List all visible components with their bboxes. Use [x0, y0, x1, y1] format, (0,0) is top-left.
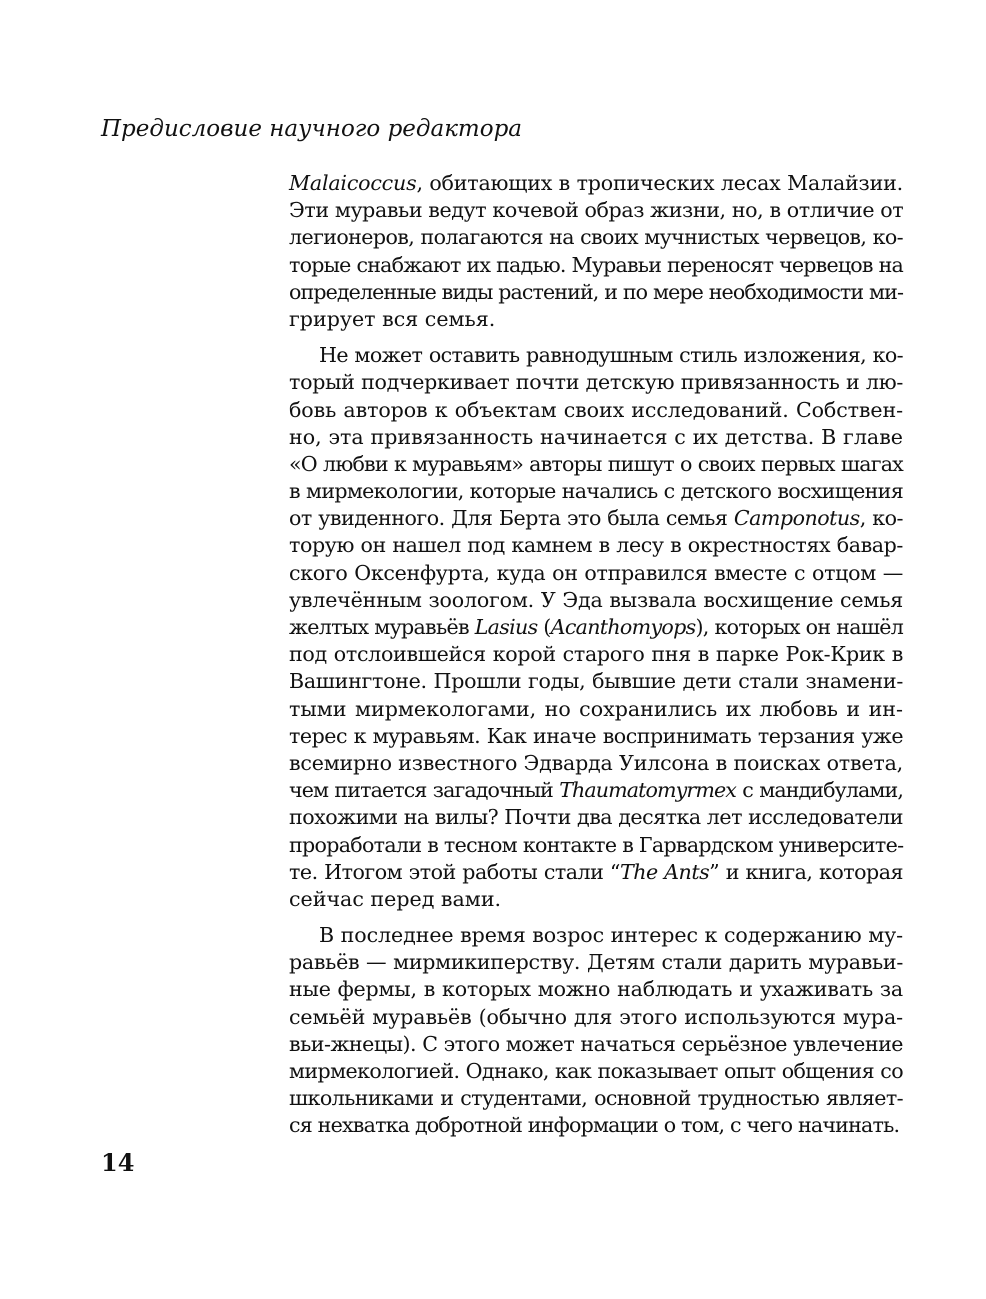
text-line: под отслоившейся корой старого пня в парке Рок-Крик в [289, 642, 903, 667]
text-line: терес к муравьям. Как иначе воспринимать терзания уже [289, 723, 903, 748]
italic-term: Acanthomyops [550, 615, 696, 639]
text-line: торый подчеркивает почти детскую привязанность и лю- [289, 370, 903, 395]
italic-term: Lasius [474, 615, 538, 639]
running-head: Предисловие научного редактора [101, 116, 523, 142]
text-line: в мирмекологии, которые начались с детского восхищения [289, 479, 903, 504]
text-line: Вашингтоне. Прошли годы, бывшие дети стали знамени- [289, 669, 903, 694]
paragraph [289, 342, 903, 913]
text-line: чем питается загадочный Thaumatomyrmex с мандибулами, [289, 778, 903, 803]
text-line: мирмекологией. Однако, как показывает опыт общения со [289, 1059, 903, 1083]
italic-term: The Ants [619, 859, 710, 884]
text-line: те. Итогом этой работы стали “The Ants” и книга, которая [289, 859, 904, 884]
text-line: Malaicoccus, обитающих в тропических лесах Малайзии. [289, 171, 903, 195]
text-line: вьи-жнецы). С этого может начаться серьёзное увлечение [289, 1031, 903, 1056]
text-line: легионеров, полагаются на своих мучнистых червецов, ко- [289, 225, 903, 250]
body-text [289, 170, 903, 1140]
text-line: от увиденного. Для Берта это была семья Camponotus, ко- [289, 506, 903, 531]
text-line: ского Оксенфурта, куда он отправился вместе с отцом — [289, 560, 903, 585]
text-line: ные фермы, в которых можно наблюдать и ухаживать за [289, 977, 903, 1002]
text-line: тыми мирмекологами, но сохранились их любовь и ин- [289, 696, 903, 721]
text-line: но, эта привязанность начинается с их детства. В главе [289, 424, 903, 449]
italic-term: Malaicoccus [289, 171, 417, 195]
text-line: школьниками и студентами, основной трудностью являет- [289, 1086, 903, 1111]
paragraph [289, 922, 903, 1140]
text-line: грирует вся семья. [289, 306, 496, 331]
text-line: сейчас перед вами. [289, 886, 502, 911]
text-line: ся нехватка добротной информации о том, с чего начинать. [289, 1113, 900, 1138]
paragraph [289, 170, 903, 333]
text-line: торую он нашел под камнем в лесу в окрестностях бавар- [289, 533, 903, 558]
page-number: 14 [101, 1148, 135, 1177]
text-line: бовь авторов к объектам своих исследований. Собствен- [289, 397, 903, 422]
text-line: семьёй муравьёв (обычно для этого используются мура- [289, 1004, 903, 1029]
italic-term: Camponotus [733, 506, 860, 531]
text-line: Эти муравьи ведут кочевой образ жизни, но, в отличие от [289, 198, 904, 223]
text-line: равьёв — мирмикиперству. Детям стали дарить муравьи- [289, 950, 903, 975]
text-line: желтых муравьёв Lasius (Acanthomyops), которых он нашёл [289, 615, 904, 639]
text-line: всемирно известного Эдварда Уилсона в поисках ответа, [289, 750, 903, 775]
text-line: определенные виды растений, и по мере необходимости ми- [289, 279, 903, 304]
text-line: похожими на вилы? Почти два десятка лет исследователи [289, 805, 903, 830]
text-line: торые снабжают их падью. Муравьи переносят червецов на [289, 252, 903, 277]
italic-term: Thaumatomyrmex [559, 778, 736, 803]
text-line: увлечённым зоологом. У Эда вызвала восхищение семья [289, 587, 903, 612]
text-line: проработали в тесном контакте в Гарвардском университе- [289, 832, 904, 857]
text-line: В последнее время возрос интерес к содержанию му- [319, 923, 903, 948]
text-line: «О любви к муравьям» авторы пишут о своих первых шагах [289, 451, 903, 476]
text-line: Не может оставить равнодушным стиль изложения, ко- [319, 343, 903, 368]
